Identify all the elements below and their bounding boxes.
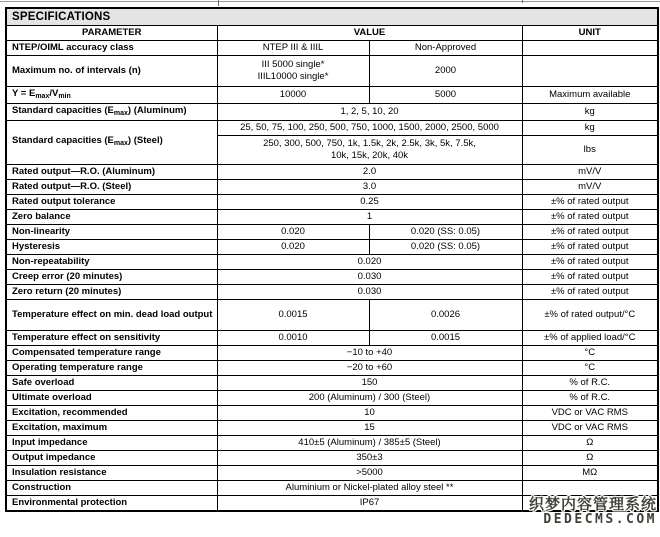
table-header-row — [6, 26, 658, 41]
column-header-value: VALUE — [217, 26, 522, 41]
watermark-line-domain: DEDECMS.COM — [543, 512, 657, 527]
table-row — [6, 330, 658, 345]
unit-cell: ±% of rated output — [522, 254, 658, 269]
value-cell: 15 — [217, 420, 522, 435]
specifications-table — [5, 7, 659, 512]
crop-artifact-tick — [218, 0, 219, 6]
column-header-parameter: PARAMETER — [6, 26, 217, 41]
value-line: III 5000 single* — [261, 59, 325, 71]
param-cell — [6, 104, 217, 121]
unit-cell: ±% of applied load/°C — [522, 330, 658, 345]
param-cell: Safe overload — [6, 375, 217, 390]
param-cell: Rated output—R.O. (Steel) — [6, 179, 217, 194]
param-cell: Hysteresis — [6, 239, 217, 254]
param-cell: Zero return (20 minutes) — [6, 284, 217, 299]
value-cell: 150 — [217, 375, 522, 390]
table-row — [6, 345, 658, 360]
value-cell: 1, 2, 5, 10, 20 — [217, 104, 522, 121]
value-cell: 2.0 — [217, 164, 522, 179]
param-subscript: min — [58, 93, 71, 101]
value-cell: −20 to +60 — [217, 360, 522, 375]
param-cell: Input impedance — [6, 435, 217, 450]
param-cell: Temperature effect on sensitivity — [6, 330, 217, 345]
table-row — [6, 405, 658, 420]
value-cell — [217, 56, 369, 87]
value-cell: 410±5 (Aluminum) / 385±5 (Steel) — [217, 435, 522, 450]
param-cell: Operating temperature range — [6, 360, 217, 375]
dedecms-watermark — [529, 497, 657, 526]
param-cell: Excitation, maximum — [6, 420, 217, 435]
table-row — [6, 465, 658, 480]
value-cell: Non-Approved — [369, 41, 522, 56]
table-title: SPECIFICATIONS — [6, 8, 658, 26]
table-row — [6, 224, 658, 239]
table-row — [6, 450, 658, 465]
param-text: Y = E — [12, 88, 36, 100]
value-cell: −10 to +40 — [217, 345, 522, 360]
param-cell: Non-linearity — [6, 224, 217, 239]
value-cell: >5000 — [217, 465, 522, 480]
value-cell: 10 — [217, 405, 522, 420]
unit-cell: ±% of rated output — [522, 269, 658, 284]
unit-cell: °C — [522, 345, 658, 360]
param-cell — [6, 120, 217, 164]
value-cell — [217, 135, 522, 164]
value-line: IIIL10000 single* — [257, 71, 329, 83]
unit-cell: mV/V — [522, 179, 658, 194]
unit-cell: Ω — [522, 450, 658, 465]
value-cell: 0.020 — [217, 224, 369, 239]
table-row — [6, 41, 658, 56]
param-cell: Insulation resistance — [6, 465, 217, 480]
value-cell: 0.030 — [217, 284, 522, 299]
value-line: 250, 300, 500, 750, 1k, 1.5k, 2k, 2.5k, 3k, 5k, 7.5k, — [263, 137, 476, 149]
param-cell: Zero balance — [6, 209, 217, 224]
value-cell: 0.020 — [217, 239, 369, 254]
table-row — [6, 254, 658, 269]
value-cell: 0.0015 — [217, 299, 369, 330]
unit-cell: lbs — [522, 135, 658, 164]
param-cell: Rated output—R.O. (Aluminum) — [6, 164, 217, 179]
value-cell: 0.020 (SS: 0.05) — [369, 224, 522, 239]
param-cell: Construction — [6, 480, 217, 495]
table-row — [6, 164, 658, 179]
param-cell: Maximum no. of intervals (n) — [6, 56, 217, 87]
unit-cell: Maximum available — [522, 87, 658, 104]
value-cell: 0.0026 — [369, 299, 522, 330]
table-row — [6, 56, 658, 87]
unit-cell: kg — [522, 104, 658, 121]
param-text: Standard capacities (E — [12, 135, 114, 147]
unit-cell: VDC or VAC RMS — [522, 420, 658, 435]
table-row — [6, 375, 658, 390]
param-text: ) (Steel) — [127, 135, 163, 147]
table-row — [6, 8, 658, 26]
column-header-unit: UNIT — [522, 26, 658, 41]
param-cell — [6, 87, 217, 104]
unit-cell: ±% of rated output — [522, 209, 658, 224]
value-cell: 25, 50, 75, 100, 250, 500, 750, 1000, 1500, 2000, 2500, 5000 — [217, 120, 522, 135]
value-cell: 0.0010 — [217, 330, 369, 345]
value-cell: 0.020 — [217, 254, 522, 269]
value-cell: Aluminium or Nickel-plated alloy steel ** — [217, 480, 522, 495]
table-row — [6, 360, 658, 375]
value-cell: 5000 — [369, 87, 522, 104]
value-cell: IP67 — [217, 495, 522, 510]
value-cell: 200 (Aluminum) / 300 (Steel) — [217, 390, 522, 405]
table-row — [6, 104, 658, 121]
param-cell: Compensated temperature range — [6, 345, 217, 360]
param-cell: NTEP/OIML accuracy class — [6, 41, 217, 56]
unit-cell: ±% of rated output — [522, 194, 658, 209]
param-cell: Temperature effect on min. dead load output — [6, 299, 217, 330]
param-cell: Excitation, recommended — [6, 405, 217, 420]
table-row — [6, 420, 658, 435]
unit-cell: ±% of rated output — [522, 239, 658, 254]
unit-cell: ±% of rated output — [522, 284, 658, 299]
crop-artifact-tick — [522, 0, 523, 3]
table-row — [6, 299, 658, 330]
unit-cell — [522, 41, 658, 56]
unit-cell: °C — [522, 360, 658, 375]
param-cell: Output impedance — [6, 450, 217, 465]
param-subscript: max — [35, 93, 50, 101]
param-text: ) (Aluminum) — [127, 105, 187, 116]
table-row — [6, 179, 658, 194]
unit-cell: kg — [522, 120, 658, 135]
param-text: Standard capacities (E — [12, 105, 114, 116]
param-subscript: max — [113, 140, 128, 148]
unit-cell — [522, 480, 658, 495]
value-cell: 3.0 — [217, 179, 522, 194]
unit-cell: % of R.C. — [522, 390, 658, 405]
value-cell: 10000 — [217, 87, 369, 104]
table-row — [6, 435, 658, 450]
value-cell: 350±3 — [217, 450, 522, 465]
unit-cell: MΩ — [522, 465, 658, 480]
table-row — [6, 239, 658, 254]
table-row — [6, 269, 658, 284]
unit-cell: ±% of rated output — [522, 224, 658, 239]
param-cell: Ultimate overload — [6, 390, 217, 405]
page-top-rule — [0, 1, 660, 2]
table-row — [6, 209, 658, 224]
param-cell: Creep error (20 minutes) — [6, 269, 217, 284]
value-cell: 0.0015 — [369, 330, 522, 345]
value-cell: NTEP III & IIIL — [217, 41, 369, 56]
watermark-line-chinese: 织梦内容管理系统 — [528, 496, 657, 513]
table-row — [6, 87, 658, 104]
param-subscript: max — [113, 110, 128, 117]
param-cell: Non-repeatability — [6, 254, 217, 269]
unit-cell: Ω — [522, 435, 658, 450]
value-cell: 0.020 (SS: 0.05) — [369, 239, 522, 254]
unit-cell: VDC or VAC RMS — [522, 405, 658, 420]
table-row — [6, 120, 658, 135]
value-cell: 0.25 — [217, 194, 522, 209]
param-cell: Environmental protection — [6, 495, 217, 510]
value-cell: 0.030 — [217, 269, 522, 284]
param-text: /V — [49, 88, 59, 100]
param-cell: Rated output tolerance — [6, 194, 217, 209]
unit-cell — [522, 56, 658, 87]
table-row — [6, 480, 658, 495]
table-row — [6, 284, 658, 299]
unit-cell: % of R.C. — [522, 375, 658, 390]
unit-cell: ±% of rated output/°C — [522, 299, 658, 330]
table-row — [6, 194, 658, 209]
value-cell: 2000 — [369, 56, 522, 87]
value-cell: 1 — [217, 209, 522, 224]
unit-cell: mV/V — [522, 164, 658, 179]
table-row — [6, 390, 658, 405]
value-line: 10k, 15k, 20k, 40k — [330, 149, 409, 161]
